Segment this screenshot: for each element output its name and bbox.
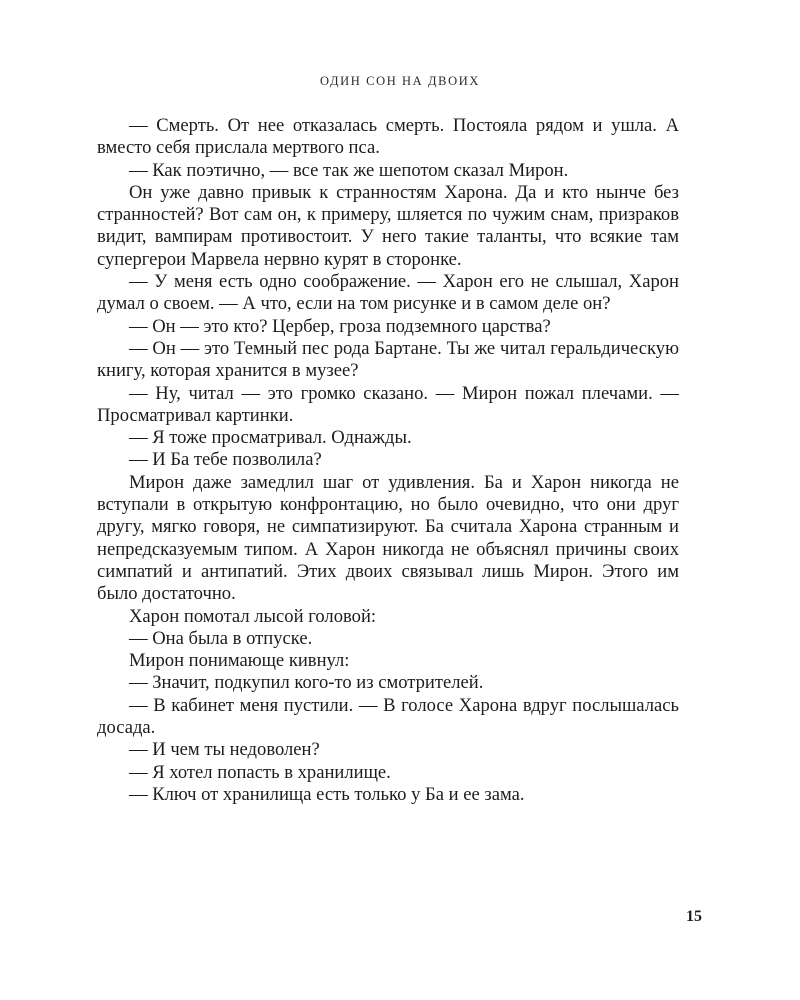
paragraph-4: — У меня есть одно соображение. — Харон его не слышал, Харон думал о своем. — А что, если на том рисунке и в самом деле он? xyxy=(97,271,679,315)
page-number: 15 xyxy=(686,908,702,925)
paragraph-11: Харон помотал лысой головой: xyxy=(129,605,377,627)
paragraph-14: — Значит, подкупил кого-то из смотрителей. xyxy=(129,672,484,694)
paragraph-5: — Он — это кто? Цербер, гроза подземного царства? xyxy=(129,315,551,337)
paragraph-12: — Она была в отпуске. xyxy=(129,627,313,649)
paragraph-15: — В кабинет меня пустили. — В голосе Харона вдруг послышалась досада. xyxy=(97,694,679,739)
body-text xyxy=(97,115,679,806)
paragraph-16: — И чем ты недоволен? xyxy=(129,739,320,761)
paragraph-7: — Ну, читал — это громко сказано. — Мирон пожал плечами. — Просматривал картинки. xyxy=(97,382,679,426)
paragraph-1: — Смерть. От нее отказалась смерть. Постояла рядом и ушла. А вместо себя прислала мертвого пса. xyxy=(97,115,679,159)
running-header-title: ОДИН СОН НА ДВОИХ xyxy=(320,74,480,88)
paragraph-18: — Ключ от хранилища есть только у Ба и ее зама. xyxy=(129,783,525,805)
paragraph-3: Он уже давно привык к странностям Харона. Да и кто нынче без странностей? Вот сам он, к примеру, шляется по чужим снам, призраков видит, вампирам противостоит. У него такие таланты, что всякие там супергерои Марвела нервно курят в сторонке. xyxy=(97,181,679,270)
paragraph-9: — И Ба тебе позволила? xyxy=(129,449,322,471)
paragraph-8: — Я тоже просматривал. Однажды. xyxy=(129,427,412,449)
paragraph-10: Мирон даже замедлил шаг от удивления. Ба и Харон никогда не вступали в открытую конфронтацию, но было очевидно, что они друг другу, мягко говоря, не симпатизируют. Ба считала Харона странным и непредсказуемым типом. А Харон никогда не объяснял причины своих симпатий и антипатий. Этих двоих связывал лишь Мирон. Этого им было достаточно. xyxy=(97,471,679,605)
paragraph-13: Мирон понимающе кивнул: xyxy=(129,650,350,672)
paragraph-2: — Как поэтично, — все так же шепотом сказал Мирон. xyxy=(129,159,569,181)
paragraph-17: — Я хотел попасть в хранилище. xyxy=(129,761,391,783)
paragraph-6: — Он — это Темный пес рода Бартане. Ты же читал геральдическую книгу, которая хранится в музее? xyxy=(97,337,679,382)
